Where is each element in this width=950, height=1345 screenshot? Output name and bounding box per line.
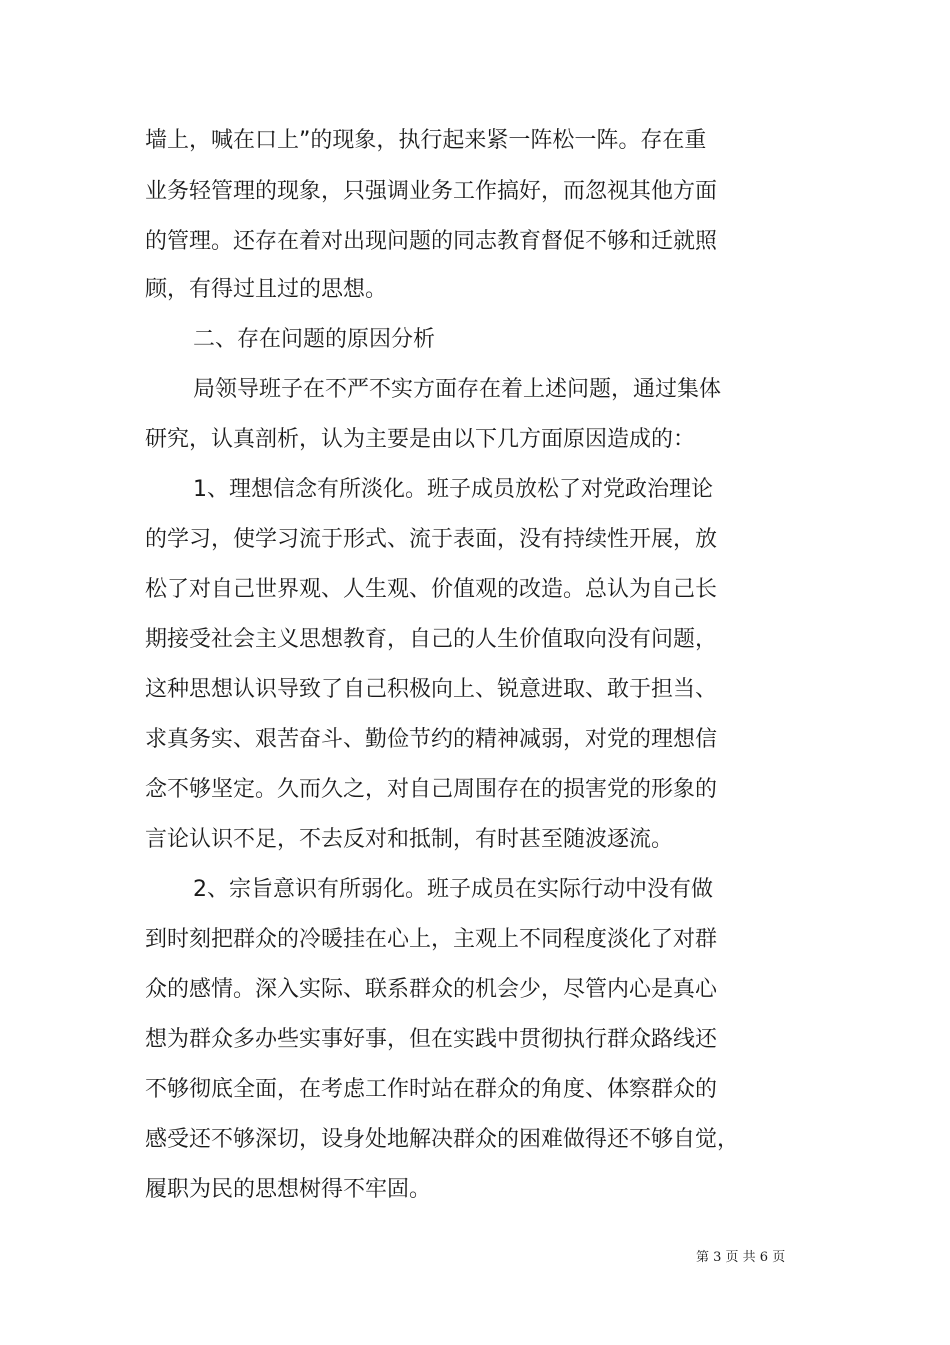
text-line: 期接受社会主义思想教育，自己的人生价值取向没有问题，	[145, 627, 718, 652]
text-line: 研究，认真剖析，认为主要是由以下几方面原因造成的：	[145, 427, 696, 452]
section-heading: 二、存在问题的原因分析	[193, 327, 436, 352]
text-line: 求真务实、艰苦奋斗、勤俭节约的精神减弱，对党的理想信	[145, 727, 718, 752]
text-line: 想为群众多办些实事好事，但在实践中贯彻执行群众路线还	[145, 1027, 718, 1052]
text-line: 1、理想信念有所淡化。班子成员放松了对党政治理论	[193, 477, 713, 502]
text-line: 念不够坚定。久而久之，对自己周围存在的损害党的形象的	[145, 777, 718, 802]
text-line: 顾，有得过且过的思想。	[145, 277, 388, 302]
text-line: 到时刻把群众的冷暖挂在心上，主观上不同程度淡化了对群	[145, 927, 718, 952]
text-line: 不够彻底全面，在考虑工作时站在群众的角度、体察群众的	[145, 1077, 718, 1102]
page-number: 第 3 页 共 6 页	[696, 1250, 786, 1265]
text-line: 的学习，使学习流于形式、流于表面，没有持续性开展，放	[145, 527, 718, 552]
text-line: 感受还不够深切，设身处地解决群众的困难做得还不够自觉，	[145, 1127, 740, 1152]
text-line: 墙上，喊在口上”的现象，执行起来紧一阵松一阵。存在重	[145, 128, 707, 153]
text-line: 履职为民的思想树得不牢固。	[145, 1177, 432, 1202]
text-line: 局领导班子在不严不实方面存在着上述问题，通过集体	[193, 377, 722, 402]
text-line: 众的感情。深入实际、联系群众的机会少，尽管内心是真心	[145, 977, 718, 1002]
text-line: 的管理。还存在着对出现问题的同志教育督促不够和迁就照	[145, 229, 718, 254]
text-line: 2、宗旨意识有所弱化。班子成员在实际行动中没有做	[193, 877, 713, 902]
text-line: 言论认识不足，不去反对和抵制，有时甚至随波逐流。	[145, 827, 674, 852]
text-line: 业务轻管理的现象，只强调业务工作搞好，而忽视其他方面	[145, 179, 718, 204]
text-line: 这种思想认识导致了自己积极向上、锐意进取、敢于担当、	[145, 677, 718, 702]
text-line: 松了对自己世界观、人生观、价值观的改造。总认为自己长	[145, 577, 718, 602]
